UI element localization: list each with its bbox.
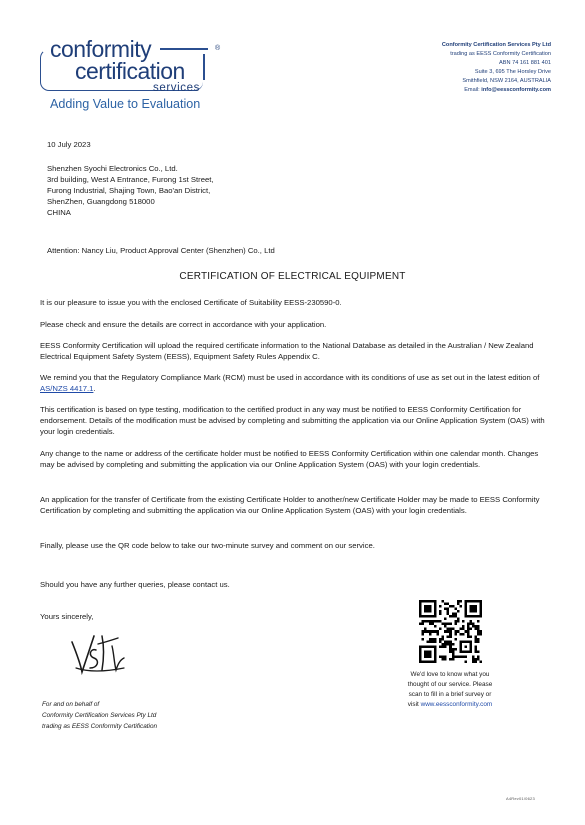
qr-module	[444, 640, 447, 643]
company-abn: ABN 74 161 881 401	[499, 60, 551, 66]
qr-module	[459, 633, 462, 636]
paragraph: This certification is based on type testing, modification to the certified product in any way must be notified to EESS Conformity Certification for endorsement. Details of the modification must be advised by completing and submitting the application via our Online Application System (OAS) with your login credentials.	[40, 405, 545, 436]
qr-caption-line: thought of our service. Please	[407, 681, 493, 688]
email-link[interactable]: info@eessconformity.com	[481, 87, 551, 93]
qr-module	[469, 635, 472, 638]
qr-module	[422, 633, 425, 636]
qr-module	[434, 625, 437, 628]
qr-module	[454, 623, 457, 626]
qr-module	[477, 650, 480, 653]
qr-module	[419, 623, 422, 626]
qr-module	[434, 645, 437, 663]
qr-module	[452, 605, 455, 608]
qr-module	[467, 625, 470, 628]
qr-module	[459, 600, 462, 603]
qr-module	[449, 630, 452, 633]
qr-module	[442, 635, 445, 638]
paragraph: It is our pleasure to issue you with the enclosed Certificate of Suitability EESS-230590-0.	[40, 298, 342, 307]
qr-module	[419, 600, 422, 618]
qr-module	[419, 600, 437, 603]
qr-module	[434, 620, 437, 623]
qr-module	[447, 628, 450, 631]
qr-module	[449, 640, 452, 643]
qr-module	[479, 633, 482, 636]
qr-module	[477, 625, 480, 628]
address-line: Suite 3, 695 The Horsley Drive	[474, 69, 551, 75]
address-line: CHINA	[47, 208, 71, 217]
qr-module	[472, 625, 475, 628]
paragraph: Should you have any further queries, please contact us.	[40, 580, 230, 589]
qr-module	[464, 645, 467, 648]
qr-module	[419, 645, 422, 663]
address-line: Smithfield, NSW 2164, AUSTRALIA	[462, 78, 551, 84]
qr-module	[449, 615, 452, 618]
qr-module	[429, 640, 432, 643]
qr-module	[434, 640, 437, 643]
closing-salutation: Yours sincerely,	[40, 612, 94, 621]
qr-module	[454, 620, 457, 623]
paragraph: An application for the transfer of Certificate from the existing Certificate Holder to another/new Certificate Holder may be made to EESS Conformity Certification by completing and submitting the application via our Online Application System (OAS) with your login credentials.	[40, 495, 540, 515]
qr-module	[474, 650, 477, 653]
qr-module	[444, 603, 447, 606]
recipient-address	[47, 163, 214, 218]
qr-module	[469, 605, 477, 613]
qr-module	[477, 658, 480, 661]
qr-caption-visit: visit	[407, 701, 421, 708]
logo-word-services: services	[153, 82, 200, 94]
qr-module	[424, 620, 427, 623]
qr-module	[472, 655, 475, 658]
qr-module	[454, 608, 457, 611]
qr-module	[477, 630, 480, 633]
qr-module	[449, 605, 452, 608]
qr-module	[432, 638, 435, 641]
qr-module	[439, 628, 442, 631]
qr-module	[452, 655, 455, 658]
qr-module	[454, 630, 457, 633]
qr-module	[454, 638, 457, 641]
qr-module	[464, 600, 467, 618]
qr-module	[479, 600, 482, 618]
qr-module	[444, 623, 447, 626]
address-line: ShenZhen, Guangdong 518000	[47, 197, 155, 206]
qr-module	[424, 605, 432, 613]
qr-module	[429, 638, 432, 641]
paragraph	[40, 372, 552, 394]
behalf-line: For and on behalf of	[42, 701, 100, 708]
qr-module	[439, 605, 442, 608]
qr-module	[447, 613, 450, 616]
qr-module	[442, 623, 445, 626]
qr-module	[457, 630, 460, 633]
qr-module	[427, 640, 430, 643]
qr-module	[474, 648, 477, 651]
qr-module	[452, 613, 455, 616]
qr-module	[477, 640, 480, 643]
logo-tagline: Adding Value to Evaluation	[50, 97, 201, 111]
qr-module	[454, 655, 457, 658]
qr-module	[422, 638, 425, 641]
qr-module	[449, 635, 452, 638]
qr-module	[462, 625, 465, 628]
qr-module	[439, 655, 442, 658]
qr-module	[474, 628, 477, 631]
qr-module	[464, 655, 467, 658]
qr-module	[472, 658, 475, 661]
qr-module	[449, 658, 452, 661]
qr-module	[449, 648, 452, 651]
qr-module	[424, 628, 427, 631]
qr-module	[459, 605, 462, 608]
qr-module	[459, 655, 462, 658]
qr-module	[444, 608, 447, 611]
qr-module	[462, 628, 465, 631]
qr-module	[442, 600, 445, 603]
qr-module	[477, 655, 480, 658]
qr-module	[452, 653, 455, 656]
company-address-block	[442, 41, 551, 95]
paragraph: Any change to the name or address of the certificate holder must be notified to EESS Conformity Certification within one calendar month. Changes may be advised by completing and submitting the application via our Online Application System (OAS) with your login credentials.	[40, 449, 539, 469]
paragraph: Please check and ensure the details are correct in accordance with your application.	[40, 320, 327, 329]
qr-module	[444, 643, 447, 646]
qr-module	[447, 643, 450, 646]
qr-module	[439, 613, 442, 616]
trading-as: trading as EESS Conformity Certification	[450, 51, 551, 57]
qr-module	[419, 645, 437, 648]
address-line: 3rd building, West A Entrance, Furong 1st Street,	[47, 175, 214, 184]
qr-module	[442, 638, 445, 641]
qr-module	[467, 628, 470, 631]
qr-module	[444, 645, 447, 648]
qr-module	[452, 615, 455, 618]
qr-module	[477, 638, 480, 641]
paragraph-text: .	[93, 384, 96, 393]
qr-module	[447, 635, 450, 638]
letter-date: 10 July 2023	[47, 140, 91, 149]
qr-module	[477, 628, 480, 631]
qr-module	[457, 620, 460, 623]
qr-module	[449, 623, 452, 626]
qr-module	[449, 645, 452, 648]
qr-module	[432, 620, 435, 623]
website-link[interactable]: www.eessconformity.com	[420, 701, 493, 708]
qr-module	[472, 660, 475, 663]
qr-module	[459, 640, 462, 653]
qr-module	[439, 638, 442, 641]
qr-module	[439, 620, 442, 623]
qr-module	[447, 630, 450, 633]
qr-module	[462, 620, 465, 623]
qr-module	[437, 620, 440, 623]
qr-module	[477, 633, 480, 636]
qr-module	[444, 618, 447, 621]
qr-module	[449, 650, 452, 653]
address-line: Shenzhen Syochi Electronics Co., Ltd.	[47, 164, 178, 173]
qr-module	[452, 650, 455, 653]
qr-module	[457, 618, 460, 621]
qr-module	[464, 600, 482, 603]
qr-module	[429, 630, 432, 633]
qr-module	[434, 600, 437, 618]
qr-module	[462, 633, 465, 636]
qr-module	[454, 648, 457, 651]
qr-module	[434, 630, 437, 633]
paragraph: Finally, please use the QR code below to take our two-minute survey and comment on our service.	[40, 541, 375, 550]
qr-module	[464, 630, 467, 633]
email-label: Email:	[464, 87, 480, 93]
qr-module	[457, 603, 460, 606]
qr-caption-line: We'd love to know what you	[410, 671, 490, 678]
qr-module	[422, 620, 425, 623]
qr-module	[447, 603, 450, 606]
qr-module	[439, 610, 442, 613]
qr-module	[429, 620, 432, 623]
qr-module	[469, 620, 472, 623]
qr-module	[442, 643, 445, 646]
qr-module	[454, 633, 457, 636]
qr-module	[469, 628, 472, 631]
qr-module	[419, 660, 437, 663]
qr-module	[439, 640, 442, 643]
form-code: A4Rev01/0623	[506, 796, 535, 801]
qr-module	[464, 615, 482, 618]
behalf-line: Conformity Certification Services Pty Ltd	[42, 712, 157, 719]
qr-module	[454, 615, 457, 618]
qr-module	[452, 628, 455, 631]
qr-module	[444, 655, 447, 658]
qr-module	[462, 655, 465, 658]
qr-module	[474, 625, 477, 628]
qr-module	[427, 630, 430, 633]
behalf-line: trading as EESS Conformity Certification	[42, 723, 158, 730]
qr-module	[422, 630, 425, 633]
qr-module	[447, 608, 450, 611]
attention-line: Attention: Nancy Liu, Product Approval Center (Shenzhen) Co., Ltd	[47, 246, 275, 255]
qr-module	[474, 645, 477, 648]
qr-module	[474, 658, 477, 661]
company-name: Conformity Certification Services Pty Ltd	[441, 42, 551, 48]
qr-module	[474, 660, 477, 663]
qr-module	[474, 635, 477, 638]
qr-module	[419, 615, 437, 618]
qr-module	[469, 623, 472, 626]
qr-module	[457, 655, 460, 658]
qr-module	[452, 643, 455, 646]
logo-frame-line	[160, 48, 208, 50]
qr-module	[429, 633, 432, 636]
qr-module	[467, 623, 470, 626]
qr-module	[432, 640, 435, 643]
qr-module	[442, 658, 445, 661]
qr-module	[444, 658, 447, 661]
qr-module	[424, 650, 432, 658]
address-line: Furong Industrial, Shajing Town, Bao'an District,	[47, 186, 211, 195]
paragraph-text: We remind you that the Regulatory Compliance Mark (RCM) must be used in accordance with its conditions of use as set out in the latest edition of	[40, 373, 540, 382]
qr-module	[437, 633, 440, 636]
qr-module	[457, 610, 460, 613]
qr-code-icon[interactable]	[419, 600, 482, 663]
qr-module	[427, 620, 430, 623]
qr-module	[477, 620, 480, 623]
qr-module	[479, 660, 482, 663]
qr-module	[469, 640, 472, 653]
qr-module	[442, 655, 445, 658]
logo-word-certification: certification	[75, 58, 185, 84]
qr-caption	[380, 670, 520, 710]
qr-module	[442, 645, 445, 648]
qr-module	[449, 643, 452, 646]
qr-module	[479, 630, 482, 633]
qr-module	[444, 625, 447, 628]
qr-module	[449, 628, 452, 631]
qr-module	[452, 658, 455, 661]
registered-mark: ®	[215, 45, 220, 52]
qr-module	[437, 630, 440, 633]
logo-frame-line	[203, 54, 205, 80]
qr-module	[459, 628, 462, 631]
qr-module	[474, 638, 477, 641]
qr-module	[474, 640, 477, 643]
qr-module	[467, 633, 470, 636]
qr-module	[447, 640, 450, 643]
qr-module	[452, 648, 455, 651]
logo-word-conformity: conformity	[50, 36, 152, 62]
qr-module	[464, 660, 467, 663]
qr-module	[434, 638, 437, 641]
qr-caption-line: scan to fill in a brief survey or	[408, 691, 492, 698]
qr-module	[422, 623, 425, 626]
qr-module	[447, 623, 450, 626]
qr-module	[429, 623, 432, 626]
qr-module	[467, 635, 470, 638]
qr-module	[432, 630, 435, 633]
qr-module	[444, 630, 447, 633]
paragraph: EESS Conformity Certification will upload the required certificate information to the National Database as detailed in the Australian / New Zealand Electrical Equipment Safety System (EESS), Equipment Safety Rules Appendix C.	[40, 341, 534, 361]
qr-module	[424, 630, 427, 633]
qr-module	[432, 623, 435, 626]
qr-module	[447, 610, 450, 613]
qr-module	[449, 633, 452, 636]
letter-title: CERTIFICATION OF ELECTRICAL EQUIPMENT	[179, 271, 406, 282]
standard-link[interactable]: AS/NZS 4417.1	[40, 384, 94, 393]
on-behalf-block	[42, 699, 157, 732]
qr-module	[454, 613, 457, 616]
qr-module	[439, 645, 442, 648]
qr-module	[467, 630, 470, 633]
qr-module	[457, 600, 460, 603]
signature	[68, 628, 128, 680]
qr-module	[472, 623, 475, 626]
